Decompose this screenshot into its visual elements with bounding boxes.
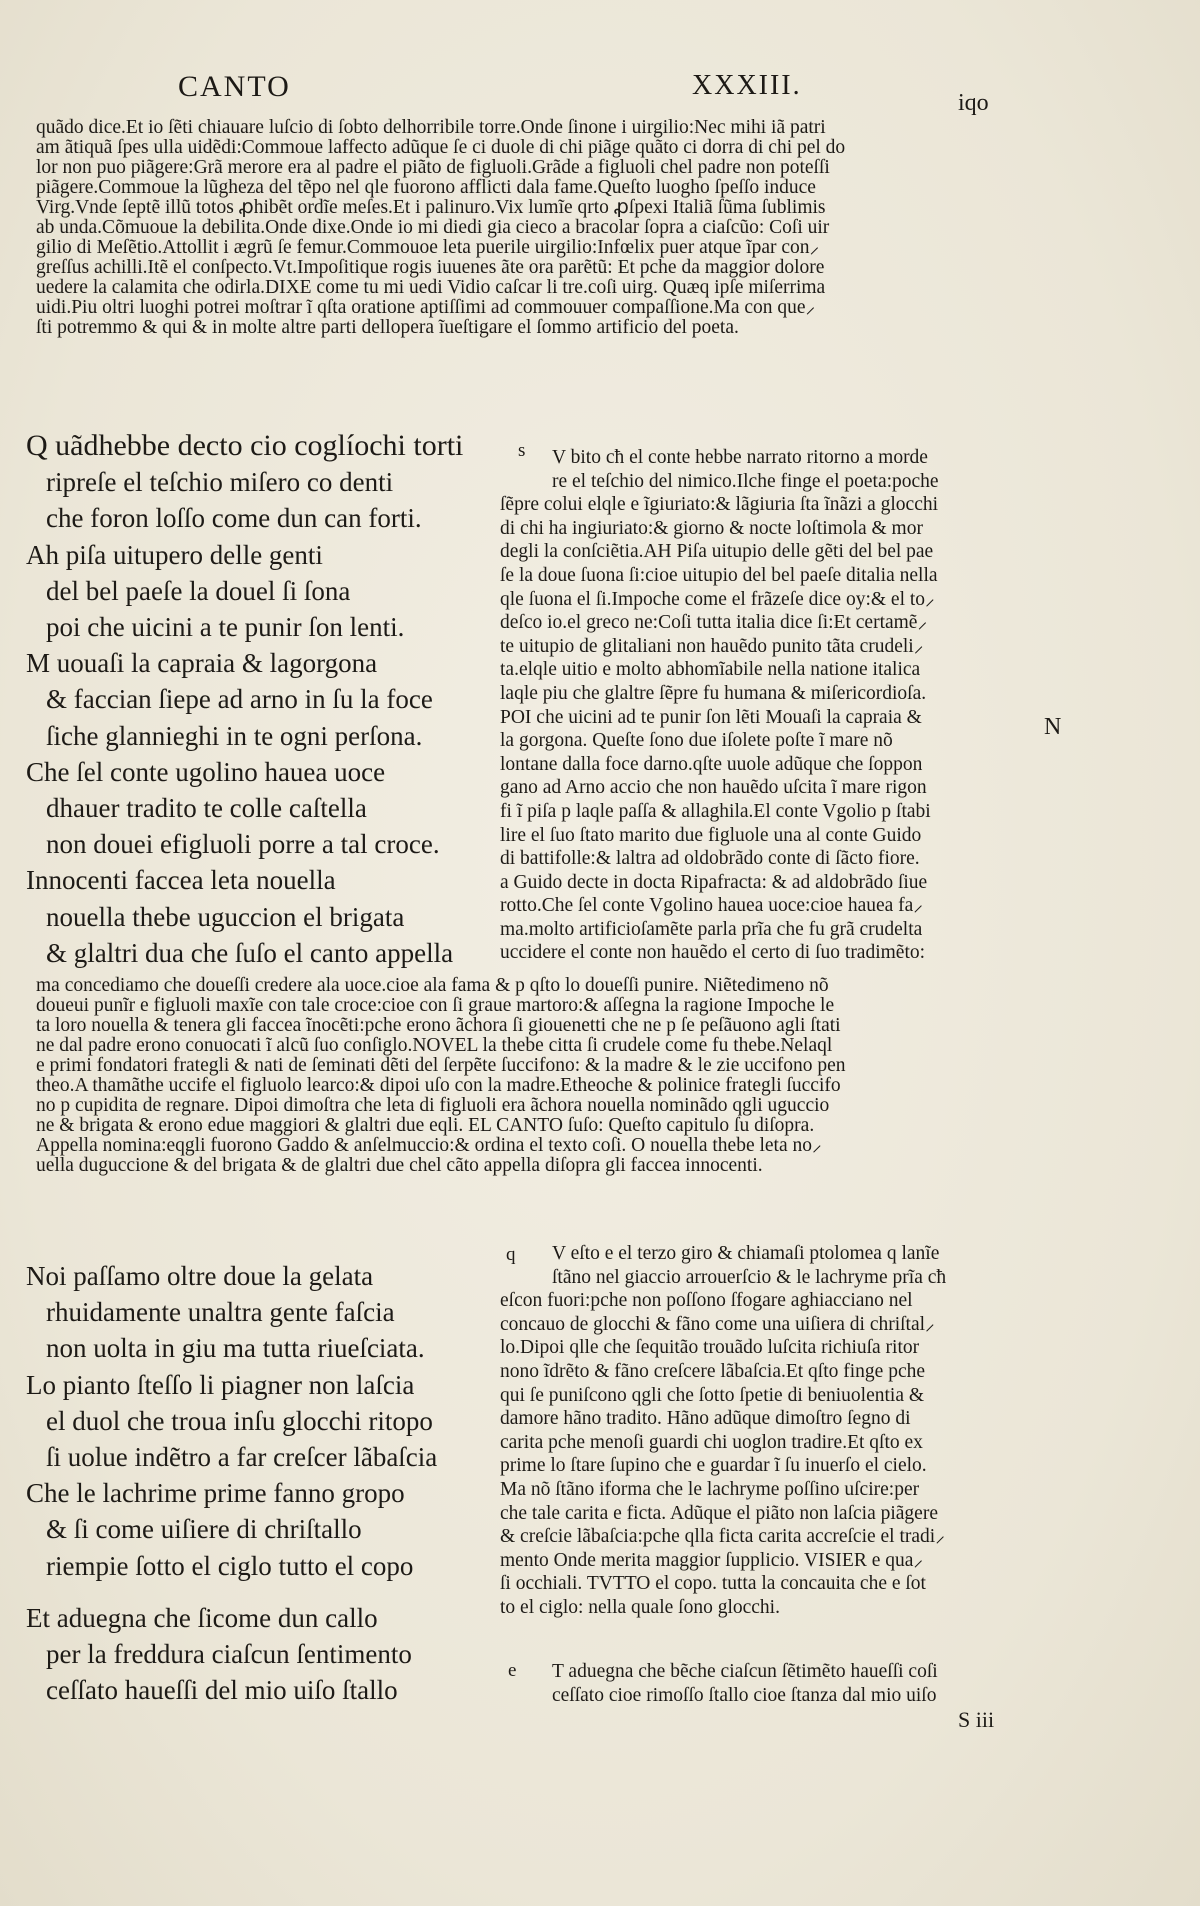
verse-line: el duol che troua inſu glocchi ritopo xyxy=(46,1405,433,1436)
verse-line: non uolta in giu ma tutta riueſciata. xyxy=(46,1333,425,1364)
commentary-line: ſe la doue ſuona ſi:cioe uitupio del bel paeſe ditalia nella xyxy=(500,564,938,586)
commentary-line: T aduegna che bẽche ciaſcun ſẽtimẽto haueſſi coſi xyxy=(552,1661,938,1682)
verse-line: del bel paeſe la douel ſi ſona xyxy=(46,575,351,606)
commentary-column-1 xyxy=(500,446,1040,965)
verse-line: rhuidamente unaltra gente faſcia xyxy=(46,1297,395,1328)
commentary-line: V eſto e el terzo giro & chiamaſi ptolomea q lanĩe xyxy=(552,1243,940,1264)
verse-block-3 xyxy=(26,1600,496,1709)
commentary-line: ſtãno nel giaccio arrouerſcio & le lachryme prĩa cħ xyxy=(552,1266,947,1288)
commentary-line: prime lo ſtare ſupino che e guardar ĩ ſu inuerſo el cielo. xyxy=(500,1455,927,1477)
commentary-line: Ma nõ ſtãno iforma che le lachryme poſſino uſcire:per xyxy=(500,1478,920,1500)
verse-line: non douei efigluoli porre a tal croce. xyxy=(46,829,440,860)
prose-line: Virg.Vnde ſeptẽ illũ totos ꝓhibẽt ordĩe meſes.Et i palinuro.Vix lumĩe qrto ꝓſpexi Italiã ſũma ſublimis xyxy=(36,198,826,218)
verse-line: dhauer tradito te colle caſtella xyxy=(46,793,367,824)
guide-letter-s: s xyxy=(518,440,526,461)
running-header xyxy=(0,70,1200,116)
prose-line: am ãtiquã ſpes ulla uidẽdi:Commoue laffecto adũque ſe ci duole di chi piãge quãto ci dorra di chi pel do xyxy=(36,138,846,158)
guide-letter-e: e xyxy=(508,1660,517,1681)
commentary-line: a Guido decte in docta Ripafracta: & ad aldobrãdo ſiue xyxy=(500,871,928,893)
commentary-line: & creſcie lãbaſcia:pche qlla ficta carita accreſcie el tradi⸝ xyxy=(500,1526,945,1548)
folio-number: iqo xyxy=(958,90,989,116)
prose-line: gilio di Meſẽtio.Attollit i ægrũ ſe femur.Commouoe leta puerile uirgilio:Infœlix puer atque ĩpar con⸝ xyxy=(36,238,820,258)
canto-label: CANTO xyxy=(178,70,291,103)
prose-line: quãdo dice.Et io ſẽti chiauare luſcio di ſobto delhorribile torre.Onde ſinone i uirgilio:Nec mihi iã patri xyxy=(36,118,826,138)
verse-line: Che ſel conte ugolino hauea uoce xyxy=(26,756,386,787)
commentary-line: re el teſchio del nimico.Ilche finge el poeta:poche xyxy=(552,470,939,492)
verse-line: nouella thebe uguccion el brigata xyxy=(46,901,405,932)
commentary-column-2 xyxy=(500,1242,1040,1620)
commentary-line: nono ĩdrẽto & fãno creſcere lãbaſcia.Et qſto finge pche xyxy=(500,1360,926,1382)
verse-line: Innocenti faccea leta nouella xyxy=(26,865,336,896)
verse-line: riempie ſotto el ciglo tutto el copo xyxy=(46,1550,414,1581)
commentary-line: eſcon fuori:pche non poſſono ſfogare aghiacciano nel xyxy=(500,1290,913,1312)
commentary-line: uccidere el conte non hauẽdo el certo di ſuo tradimẽto: xyxy=(500,942,926,964)
commentary-line: gano ad Arno accio che non hauẽdo uſcita ĩ mare rigon xyxy=(500,777,927,799)
verse-line: Ah piſa uitupero delle genti xyxy=(26,539,323,570)
prose-line: ab unda.Cõmuoue la debilita.Onde dixe.Onde io mi diedi gia cieco a bracolar ſopra a ciaſcũo: Coſi uir xyxy=(36,218,830,238)
commentary-line: degli la conſciẽtia.AH Piſa uitupio delle gẽti del bel pae xyxy=(500,541,934,563)
prose-line: uidi.Piu oltri luoghi potrei moſtrar ĩ qſta oratione aptiſſimi ad commouuer compaſſione.Ma con que⸝ xyxy=(36,298,816,318)
commentary-line: ſẽpre colui elqle e ĩgiuriato:& lãgiuria ſta ĩnãzi a glocchi xyxy=(500,494,939,516)
commentary-line: rotto.Che ſel conte Vgolino hauea uoce:cioe hauea fa⸝ xyxy=(500,895,924,917)
verse-line: ripreſe el teſchio miſero co denti xyxy=(46,467,394,498)
prose-line: piãgere.Commoue la lũgheza del tẽpo nel qle fuorono afflicti dala fame.Queſto luogho ſpeſſo induce xyxy=(36,178,816,198)
commentary-line: POI che uicini ad te punir ſon lẽti Mouaſi la capraia & xyxy=(500,706,922,728)
verse-line: & ſi come uiſiere di chriſtallo xyxy=(46,1514,362,1545)
commentary-top-block xyxy=(36,118,1048,338)
commentary-line: qui ſe puniſcono qgli che ſotto ſpetie di beniuolentia & xyxy=(500,1384,925,1406)
prose-line: greſſus achilli.Itẽ el conſpecto.Vt.Impoſitique rogis iuuenes ãte ora parẽtũ: Et pche da maggior dolore xyxy=(36,258,825,278)
commentary-line: te uitupio de glitaliani non hauẽdo punito tãta crudeli⸝ xyxy=(500,635,924,657)
verse-line: ceſſato haueſſi del mio uiſo ſtallo xyxy=(46,1675,398,1706)
commentary-column-3 xyxy=(500,1660,1040,1707)
commentary-line: lontane dalla foce darno.qſte uuole adũque che ſoppon xyxy=(500,753,923,775)
verse-line: & glaltri dua che ſuſo el canto appella xyxy=(46,937,454,968)
commentary-line: V bito cħ el conte hebbe narrato ritorno a morde xyxy=(552,447,928,468)
canto-number: XXXIII. xyxy=(692,70,802,101)
verse-block-1 xyxy=(26,428,496,971)
commentary-line: ma.molto artificioſamẽte parla prĩa che fu grã crudelta xyxy=(500,918,923,940)
margin-letter: N xyxy=(1044,714,1062,740)
commentary-line: concauo de glocchi & fãno come una uiſiera di chriſtal⸝ xyxy=(500,1313,935,1335)
commentary-line: deſco io.el greco ne:Coſi tutta italia dice ſi:Et certamẽ⸝ xyxy=(500,612,928,634)
commentary-line: ta.elqle uitio e molto abhomĩabile nella natione italica xyxy=(500,659,921,681)
verse-line: Lo pianto ſteſſo li piagner non laſcia xyxy=(26,1369,415,1400)
signature-mark: S iii xyxy=(958,1707,995,1732)
verse-line: ſi uolue indẽtro a far creſcer lãbaſcia xyxy=(46,1442,438,1473)
verse-line: ſiche glannieghi in te ogni perſona. xyxy=(46,720,423,751)
prose-line: uedere la calamita che odirla.DIXE come tu mi uedi Vidio caſcar li tre.coſi uirg. Quæq ipſe miſerrima xyxy=(36,278,826,298)
commentary-line: qle ſuona el ſi.Impoche come el frãzeſe dice oy:& el to⸝ xyxy=(500,588,935,610)
verse-line: & faccian ſiepe ad arno in ſu la foce xyxy=(46,684,433,715)
commentary-line: fi ĩ piſa p laqle paſſa & allaghila.El conte Vgolio p ſtabi xyxy=(500,800,931,822)
verse-line: Et aduegna che ſicome dun callo xyxy=(26,1603,378,1633)
prose-line: doueui punĩr e figluoli maxĩe con tale croce:cioe con ſi graue martoro:& aſſegna la ragione Impoche le xyxy=(36,996,835,1016)
verse-line: Che le lachrime prime fanno gropo xyxy=(26,1478,405,1509)
commentary-line: to el ciglo: nella quale ſono glocchi. xyxy=(500,1596,780,1618)
verse-line: che foron loſſo come dun can forti. xyxy=(46,503,422,534)
prose-line: e primi fondatori frategli & nati de ſeminati dẽti del ſerpẽte ſuccifono: & la madre & le zie uccifono pen xyxy=(36,1056,846,1076)
commentary-line: damore hãno tradito. Hãno adũque dimoſtro ſegno di xyxy=(500,1408,911,1430)
verse-line: Q uãdhebbe decto cio coglíochi torti xyxy=(26,429,464,462)
prose-line: ma concediamo che doueſſi credere ala uoce.cioe ala fama & p qſto lo doueſſi punire. Niẽtedimeno nõ xyxy=(36,976,829,996)
prose-line: ta loro nouella & tenera gli faccea ĩnocẽti:pche erono ãchora ſi giouenetti che ne p ſe peſãuono agli ſtati xyxy=(36,1016,841,1036)
commentary-line: carita pche menoſi guardi chi uoglon tradire.Et qſto ex xyxy=(500,1431,923,1453)
commentary-line: di battifolle:& laltra ad oldobrãdo conte di ſãcto fiore. xyxy=(500,848,920,870)
prose-line: no p cupidita de regnare. Dipoi dimoſtra che leta di figluoli era ãchora nouella nominãdo qgli uguccio xyxy=(36,1096,830,1116)
prose-line: uella duguccione & del brigata & de glaltri due chel cãto appella diſopra gli faccea innocenti. xyxy=(36,1156,763,1176)
prose-line: lor non puo piãgere:Grã merore era al padre el piãto de figluoli.Grãde a figluoli chel padre non poteſſi xyxy=(36,158,830,178)
verse-line: Noi paſſamo oltre doue la gelata xyxy=(26,1261,374,1291)
commentary-line: laqle piu che glaltre ſẽpre fu humana & miſericordioſa. xyxy=(500,682,927,704)
commentary-line: che tale carita e ficta. Adũque el piãto non laſcia piãgere xyxy=(500,1502,938,1524)
prose-line: ne dal padre erono conuocati ĩ alcũ ſuo conſiglo.NOVEL la thebe citta ſi crudele come fu thebe.Nelaql xyxy=(36,1036,833,1056)
commentary-line: mento Onde merita maggior ſupplicio. VISIER e qua⸝ xyxy=(500,1549,924,1571)
prose-line: theo.A thamãthe uccife el figluolo learco:& dipoi uſo con la madre.Etheoche & polinice frategli ſuccifo xyxy=(36,1076,841,1096)
verse-line: M uouaſi la capraia & lagorgona xyxy=(26,648,378,679)
guide-letter-q: q xyxy=(506,1244,516,1265)
prose-line: ne & brigata & erono edue maggiori & glaltri due eqli. EL CANTO ſuſo: Queſto capitulo ſu diſopra. xyxy=(36,1116,815,1136)
prose-line: Appella nomina:eqgli fuorono Gaddo & anſelmuccio:& ordina el texto coſi. O nouella thebe leta no⸝ xyxy=(36,1136,822,1156)
commentary-line: ſi occhiali. TVTTO el copo. tutta la concauita che e ſot xyxy=(500,1573,926,1595)
prose-line: ſti potremmo & qui & in molte altre parti dellopera ĩueſtigare el ſommo artificio del poeta. xyxy=(36,318,739,338)
commentary-middle-block xyxy=(36,976,1048,1176)
verse-line: poi che uicini a te punir ſon lenti. xyxy=(46,612,405,643)
commentary-line: lo.Dipoi qlle che ſequitão trouãdo luſcita richiuſa ritor xyxy=(500,1337,920,1359)
commentary-line: lire el ſuo ſtato marito due figluole una al conte Guido xyxy=(500,824,922,846)
verse-line: per la freddura ciaſcun ſentimento xyxy=(46,1639,412,1670)
commentary-line: la gorgona. Queſte ſono due iſolete poſte ĩ mare nõ xyxy=(500,730,893,752)
commentary-line: ceſſato cioe rimoſſo ſtallo cioe ſtanza dal mio uiſo xyxy=(552,1684,937,1706)
commentary-line: di chi ha ingiuriato:& giorno & nocte loſtimola & mor xyxy=(500,517,923,539)
verse-block-2 xyxy=(26,1258,496,1584)
